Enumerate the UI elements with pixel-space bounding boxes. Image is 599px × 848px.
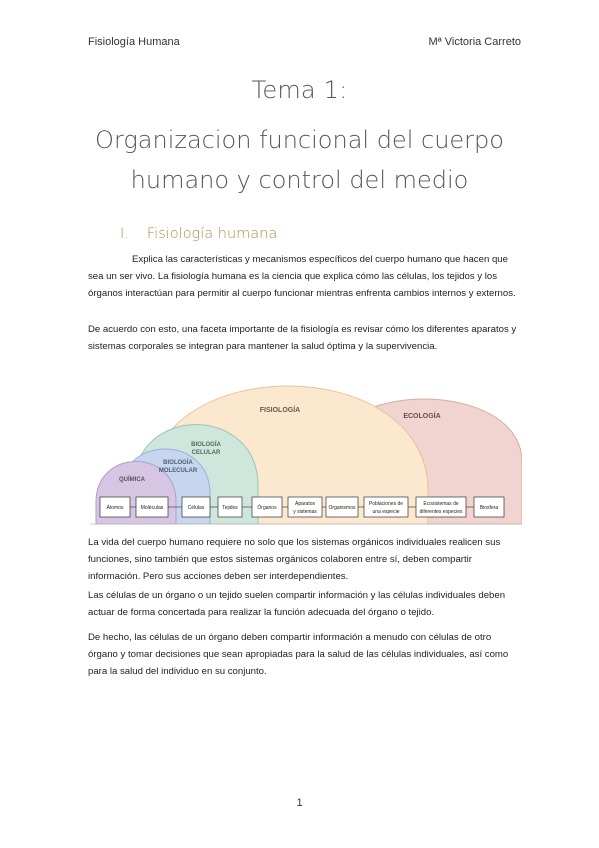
box-text-poblaciones-1: Poblaciones de xyxy=(368,501,404,507)
paragraph-2: De acuerdo con esto, una faceta importante de la fisiología es revisar cómo los diferentes aparatos y sistemas corporales se integran para mantener la salud óptima y la supervivencia. xyxy=(88,324,517,352)
paragraph-1: Explica las características y mecanismos específicos del cuerpo humano que hacen que sea un ser vivo. La fisiología humana es la ciencia que explica cómo las células, los tejidos y los órganos interactúan para permitir al cuerpo funcionar mientras enfrenta cambios internos y externos. xyxy=(88,254,516,299)
box-text-poblaciones-2: una especie xyxy=(372,509,400,515)
paragraph-3: La vida del cuerpo humano requiere no solo que los sistemas orgánicos individuales realicen sus funciones, sino también que estos sistemas orgánicos colaboren entre sí, deben compartir información. Pero sus acciones deben ser interdependientes. xyxy=(88,537,501,582)
label-biologia-molecular-1: BIOLOGÍA xyxy=(163,460,193,466)
page-number: 1 xyxy=(296,797,303,809)
title-line-1: Tema 1: xyxy=(251,76,348,104)
box-text-ecosistemas-1: Ecosistemas de xyxy=(423,501,459,507)
label-biologia-molecular-2: MOLECULAR xyxy=(158,468,198,474)
paragraph-5: De hecho, las células de un órgano deben compartir información a menudo con células de otro órgano y tomar decisiones que sean apropiadas para la salud de las células individuales, así como para la salud del individuo en su conjunto. xyxy=(88,632,509,677)
label-fisiologia: FISIOLOGÍA xyxy=(259,407,301,414)
box-text-organos: Órganos xyxy=(257,505,277,511)
label-quimica: QUÍMICA xyxy=(119,477,145,483)
header-left: Fisiología Humana xyxy=(88,36,180,48)
section-title: Fisiología humana xyxy=(146,226,278,242)
title-line-2: Organizacion funcional del cuerpo xyxy=(95,126,504,154)
label-biologia-celular-2: CELULAR xyxy=(191,450,221,456)
section-number: I. xyxy=(120,226,129,242)
box-text-biosfera: Biosfera xyxy=(479,505,499,511)
label-ecologia: ECOLOGÍA xyxy=(403,413,441,420)
box-text-tejidos: Tejidos xyxy=(222,505,238,511)
levels-of-organization-figure xyxy=(90,366,522,526)
header-right: Mª Victoria Carreto xyxy=(428,36,521,48)
page-header xyxy=(88,36,521,48)
title-main xyxy=(0,120,599,200)
paragraph-4: Las células de un órgano o un tejido suelen compartir información y las células individuales deben actuar de forma concertada para realizar la función adecuada del órgano o tejido. xyxy=(88,590,506,618)
label-biologia-celular-1: BIOLOGÍA xyxy=(191,442,221,448)
box-text-aparatos-2: y sistemas xyxy=(293,509,317,515)
box-text-atomos: Átomos xyxy=(106,505,124,511)
box-text-aparatos-1: Aparatos xyxy=(294,501,316,507)
box-text-ecosistemas-2: diferentes especies xyxy=(419,509,463,515)
box-text-celulas: Células xyxy=(187,505,205,511)
box-text-moleculas: Moléculas xyxy=(140,505,164,511)
box-text-organismos: Organismos xyxy=(328,505,356,511)
section-heading xyxy=(120,226,277,242)
title-line-3: humano y control del medio xyxy=(130,166,469,194)
